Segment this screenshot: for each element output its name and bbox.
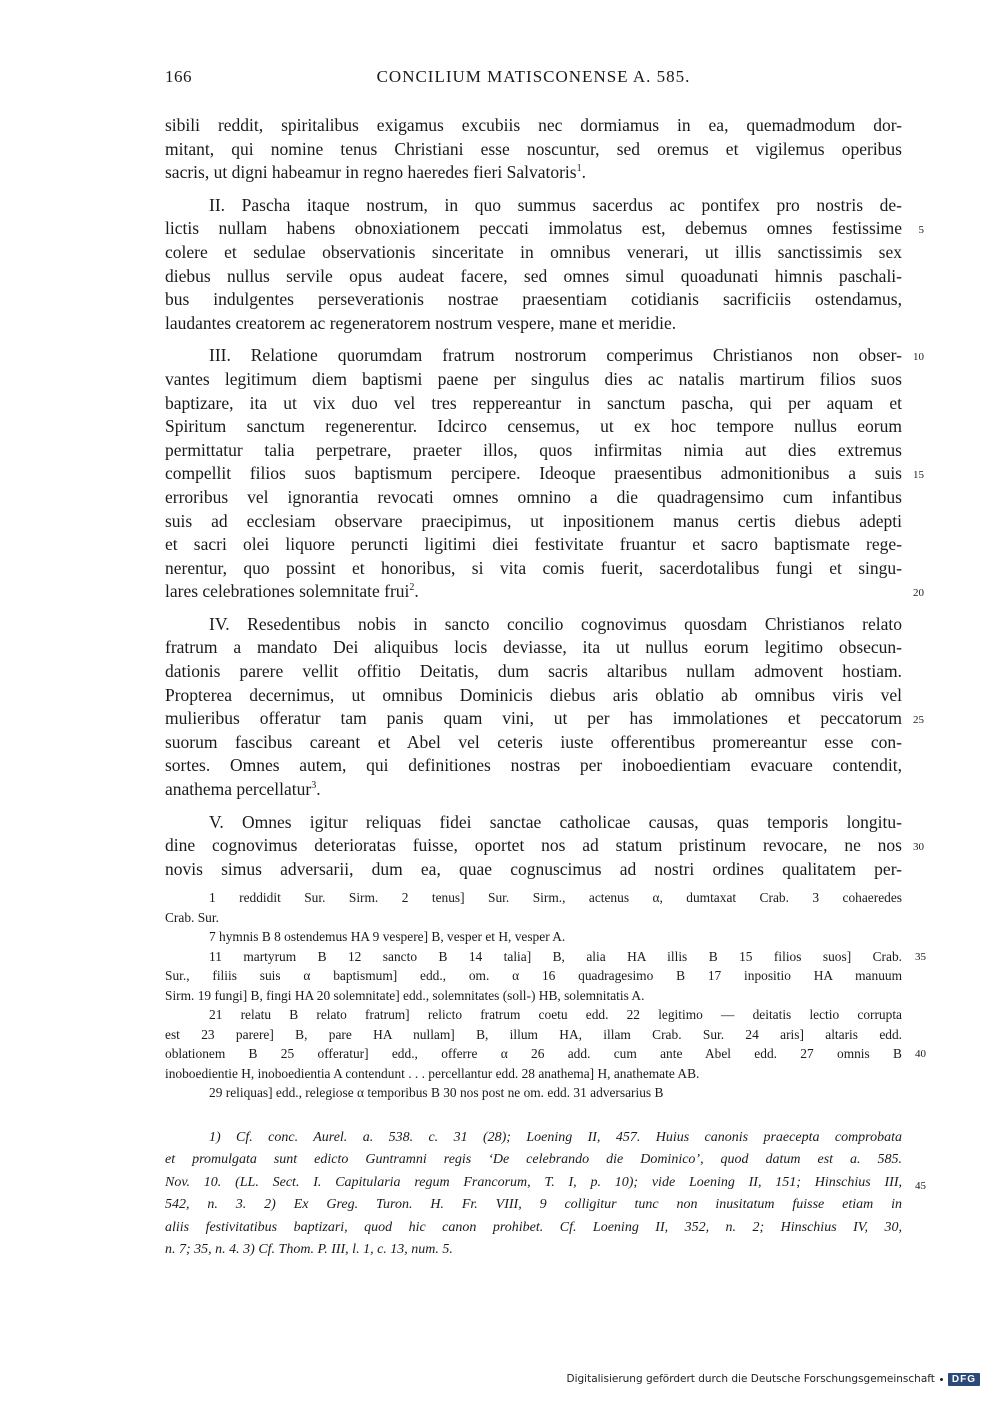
text-line: [165, 684, 902, 708]
text-line: [165, 707, 924, 731]
text-line-text: dine cognovimus deterioratas fuisse, oportet nos ad statum pristinum revocare, ne nos: [165, 835, 902, 856]
text-line: [165, 138, 902, 162]
text-line: [165, 114, 902, 138]
footnote-marker: 1: [576, 163, 582, 175]
footnote-line-text: n. 7; 35, n. 4. 3) Cf. Thom. P. III, l. 1, c. 13, num. 5.: [165, 1241, 453, 1257]
apparatus-line: [165, 908, 902, 928]
text-line: [165, 439, 902, 463]
apparatus-line: [165, 1064, 902, 1084]
running-title: CONCILIUM MATISCONENSE A. 585.: [376, 67, 691, 86]
text-line: [165, 533, 902, 557]
line-number: 35: [915, 950, 926, 963]
text-line: [165, 392, 902, 416]
apparatus-line: [165, 1025, 902, 1045]
line-number: 20: [913, 587, 924, 600]
text-line-text: novis simus adversarii, dum ea, quae cognuscimus ad nostri ordines qualitatem per-: [165, 858, 902, 879]
footnote-line-text: Nov. 10. (LL. Sect. I. Capitularia regum Francorum, T. I, p. 10); vide Loening II, 151; Hinschius III,: [165, 1174, 902, 1190]
text-line-text: compellit filios suos baptismum percipere. Ideoque praesentibus admonitionibus a suis: [165, 463, 902, 484]
footnote-line: [165, 1172, 926, 1194]
text-line-text: sortes. Omnes autem, qui definitiones nostras per inoboedientiam evacuare contendit,: [165, 755, 902, 776]
apparatus-line: [165, 947, 926, 967]
text-line-text: permittatur talia perpetrare, praeter illos, quos infirmitas nimia aut dies extremus: [165, 439, 902, 460]
text-line-text: colere et sedulae observationis sinceritate in omnibus venerari, ut illis sanctissimis sex: [165, 241, 902, 262]
main-text: [165, 114, 924, 881]
apparatus-line: [165, 1005, 902, 1025]
text-line-text: lictis nullam habens obnoxiationem peccati immolatus est, debemus omnes festissime: [165, 218, 902, 239]
text-line: [165, 194, 902, 218]
text-line-text: laudantes creatorem ac regeneratorem nostrum vespere, mane et meridie.: [165, 312, 677, 333]
text-line-text: bus indulgentes perseverationis nostrae praesentiam cotidianis sacrificiis ostendamus,: [165, 289, 902, 310]
text-line-text: suis ad ecclesiam observare praecipimus, ut inpositionem manus certis diebus adepti: [165, 510, 902, 531]
apparatus-line: [165, 927, 902, 947]
text-line-tail: .: [414, 581, 419, 602]
text-line: [165, 510, 902, 534]
apparatus-line: [165, 1083, 902, 1103]
footnote-marker: 2: [409, 582, 415, 594]
apparatus-line-text: oblationem B 25 offeratur] edd., offerre α 26 add. cum ante Abel edd. 27 omnis B: [165, 1046, 902, 1061]
text-line: [165, 660, 902, 684]
text-line-text: Propterea decernimus, ut omnibus Dominicis diebus aris oblatio ab omnibus viris vel: [165, 684, 902, 705]
text-line: [165, 265, 902, 289]
text-line-text: dationis parere vellit offitio Deitatis, dum sacris altaribus nullam admovent hostiam.: [165, 661, 902, 682]
apparatus-line: [165, 966, 902, 986]
line-number: 10: [913, 351, 924, 364]
text-line: [165, 288, 902, 312]
page-header: [165, 67, 902, 89]
footnote-line: [165, 1239, 902, 1261]
text-line: [165, 636, 902, 660]
text-line: [165, 834, 924, 858]
footnote-line-text: et promulgata sunt edicto Guntramni regis ‘De celebrando die Dominico’, quod datum est a. 585.: [165, 1152, 902, 1168]
line-number: 25: [913, 714, 924, 727]
text-line: [165, 811, 902, 835]
line-number: 40: [915, 1048, 926, 1060]
apparatus-line-text: 11 martyrum B 12 sancto B 14 talia] B, alia HA illis B 15 filios suos] Crab.: [209, 948, 902, 964]
text-line-text: Spiritum sanctum regenerentur. Idcirco censemus, ut ex hoc tempore nullus eorum: [165, 416, 902, 437]
footnote-line: [165, 1194, 902, 1216]
apparatus-line-text: est 23 parere] B, pare HA nullam] B, illum HA, illam Crab. Sur. 24 aris] altaris edd.: [165, 1026, 902, 1042]
footnote-line: [165, 1127, 902, 1149]
text-line: [165, 754, 902, 778]
line-number: 30: [913, 841, 924, 854]
footnote-line: [165, 1217, 902, 1239]
text-line: [165, 731, 902, 755]
apparatus-line-text: Crab. Sur.: [165, 909, 219, 925]
text-line-text: suorum fascibus careant et Abel vel ceteris iuste offerentibus promereantur esse con-: [165, 731, 902, 752]
footnote-line-text: aliis festivitatibus baptizari, quod hic canon prohibet. Cf. Loening II, 352, n. 2; Hinschius IV, 30,: [165, 1219, 902, 1235]
text-line-text: II. Pascha itaque nostrum, in quo summus sacerdus ac pontifex pro nostris de-: [209, 194, 902, 215]
critical-apparatus: [165, 888, 926, 1103]
text-line-text: baptizare, ita ut vix duo vel tres reppereantur in sanctum pascha, qui per aquam et: [165, 392, 902, 413]
text-line: [165, 344, 924, 368]
text-line: [165, 241, 902, 265]
apparatus-line: [165, 888, 902, 908]
text-line: [165, 368, 902, 392]
footer: [567, 1369, 981, 1389]
footnote-line: [165, 1149, 902, 1171]
text-line-text: V. Omnes igitur reliquas fidei sanctae catholicae causas, quas temporis longitu-: [209, 811, 902, 832]
text-line: [165, 217, 924, 241]
text-line: [165, 462, 924, 486]
apparatus-line-text: 1 reddidit Sur. Sirm. 2 tenus] Sur. Sirm., actenus α, dumtaxat Crab. 3 cohaeredes: [209, 890, 902, 905]
text-line-text: III. Relatione quorumdam fratrum nostrorum comperimus Christianos non obser-: [209, 345, 902, 366]
apparatus-line-text: 21 relatu B relato fratrum] relicto fratrum coetu edd. 22 legitimo — deitatis lectio corrupta: [209, 1007, 902, 1022]
text-line-text: diebus nullus servile opus audeat facere, sed omnes simul quoadunati himnis paschali-: [165, 265, 902, 286]
text-line: [165, 778, 902, 802]
text-line-text: anathema percellatur: [165, 779, 312, 800]
text-line: [165, 613, 902, 637]
apparatus-line-text: 29 reliquas] edd., relegiose α temporibus B 30 nos post ne om. edd. 31 adversarius B: [209, 1085, 664, 1100]
text-line-text: sacris, ut digni habeamur in regno haeredes fieri Salvatoris: [165, 162, 577, 183]
apparatus-line-text: Sirm. 19 fungi] B, fingi HA 20 solemnitate] edd., solemnitates (soll-) HB, solemnitatis A.: [165, 987, 645, 1003]
text-line-text: fratrum a mandato Dei aliquibus locis deviasse, ita ut nullus eorum legitimo obsecun-: [165, 637, 902, 658]
text-line-text: et sacri olei liquore peruncti ligitimi diei festivitate fruantur et sacro baptismate rege-: [165, 534, 902, 555]
text-line: [165, 557, 902, 581]
text-line: [165, 312, 902, 336]
text-line-text: mitant, qui nomine tenus Christiani esse noscuntur, sed oremus et vigilemus operibus: [165, 138, 902, 159]
text-line-text: erroribus vel ignorantia revocati omnes omnino a die quadragensimo cum infantibus: [165, 486, 902, 507]
dfg-logo: DFG: [948, 1373, 980, 1386]
text-line-tail: .: [316, 779, 321, 800]
apparatus-line-text: inoboedientie H, inoboedientia A contendunt . . . percellantur edd. 28 anathema] H, anathemate AB.: [165, 1065, 700, 1081]
text-line-tail: .: [581, 162, 586, 183]
text-line-text: sibili reddit, spiritalibus exigamus excubiis nec dormiamus in ea, quemadmodum dor-: [165, 115, 902, 135]
text-line-text: vantes legitimum diem baptismi paene per singulus dies ac natalis martirum filios suos: [165, 368, 902, 389]
footnotes: [165, 1127, 926, 1261]
text-line: [165, 580, 924, 604]
text-line: [165, 415, 902, 439]
line-number: 15: [913, 469, 924, 482]
text-line-text: lares celebrationes solemnitate frui: [165, 581, 410, 602]
footnote-line-text: 542, n. 3. 2) Ex Greg. Turon. H. Fr. VIII, 9 colligitur tunc non inusitatum fuisse etiam in: [165, 1197, 902, 1213]
apparatus-line-text: 7 hymnis B 8 ostendemus HA 9 vespere] B, vesper et H, vesper A.: [209, 929, 566, 944]
text-line-text: IV. Resedentibus nobis in sancto concilio cognovimus quosdam Christianos relato: [209, 613, 902, 634]
text-line-text: mulieribus offeratur tam panis quam vini, ut per has immolationes et peccatorum: [165, 708, 902, 729]
page-number: 166: [165, 67, 192, 86]
apparatus-line: [165, 1044, 926, 1064]
text-line: [165, 161, 902, 185]
separator-dot-icon: [940, 1378, 943, 1381]
apparatus-line-text: Sur., filiis suis α baptismum] edd., om. α 16 quadragesimo B 17 inpositio HA manuum: [165, 968, 902, 983]
apparatus-line: [165, 986, 902, 1006]
line-number: 45: [915, 1179, 926, 1192]
line-number: 5: [918, 224, 924, 237]
text-line: [165, 858, 902, 882]
footnote-line-text: 1) Cf. conc. Aurel. a. 538. c. 31 (28); Loening II, 457. Huius canonis praecepta comprobata: [209, 1130, 902, 1145]
text-line-text: nerentur, quo possint et honoribus, si vita comis fuerit, sacerdotalibus fungi et singu-: [165, 557, 902, 578]
text-line: [165, 486, 902, 510]
footer-credit: Digitalisierung gefördert durch die Deutsche Forschungsgemeinschaft: [566, 1373, 935, 1385]
footnote-marker: 3: [311, 780, 317, 792]
